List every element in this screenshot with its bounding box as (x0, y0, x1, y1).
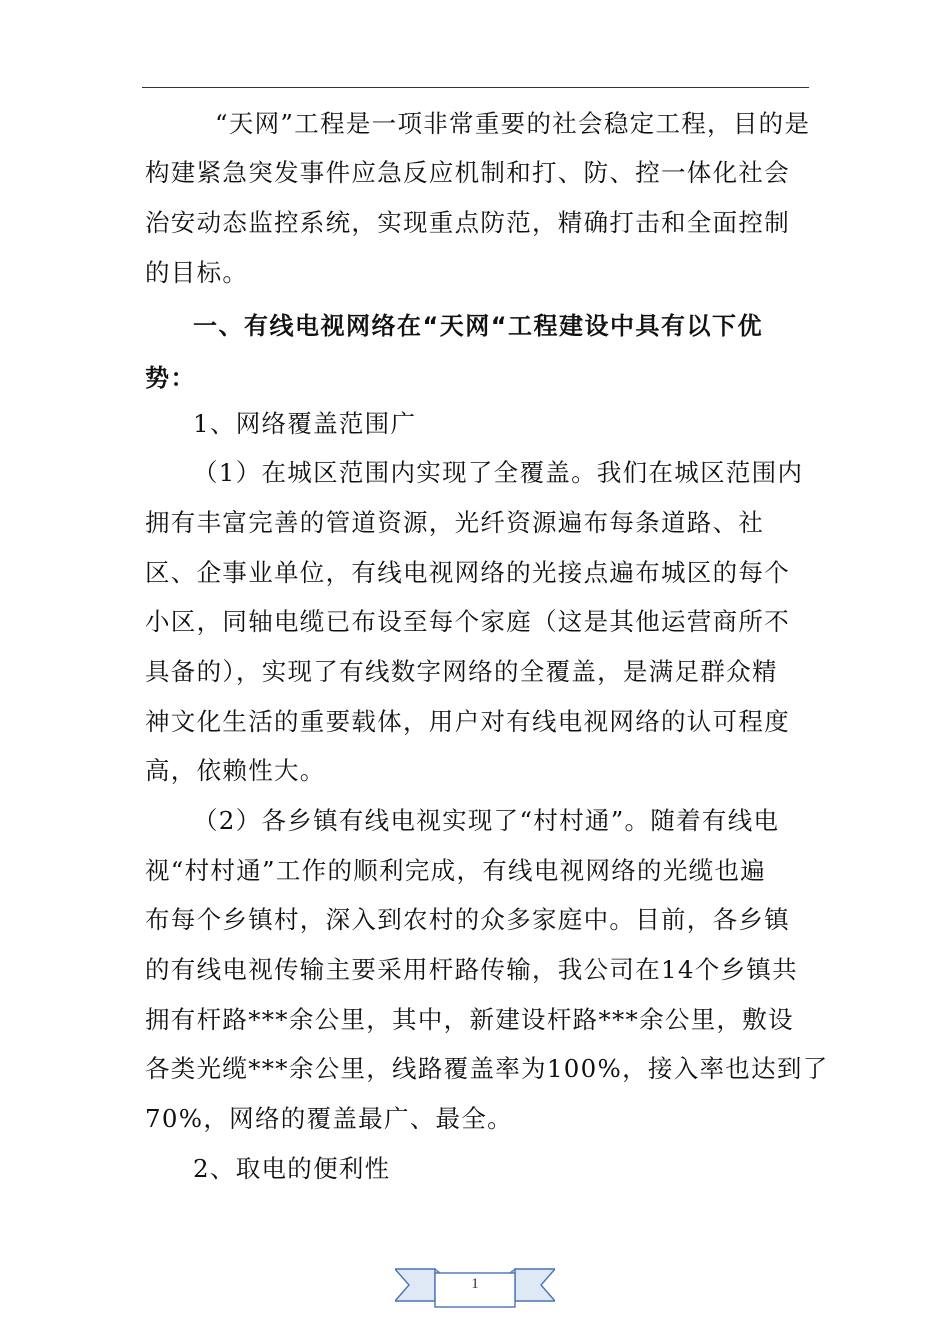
section-heading-continued: 势： (145, 364, 196, 392)
paragraph-line: 布每个乡镇村，深入到农村的众多家庭中。目前，各乡镇 (145, 905, 790, 934)
section-heading: 一、有线电视网络在“天网“工程建设中具有以下优 (193, 312, 764, 340)
paragraph-line: （2）各乡镇有线电视实现了“村村通”。随着有线电 (193, 806, 780, 835)
paragraph-line: 视“村村通”工作的顺利完成，有线电视网络的光缆也遍 (145, 856, 767, 885)
paragraph-line: 拥有杆路***余公里，其中，新建设杆路***余公里，敷设 (145, 1005, 794, 1034)
paragraph-line: 的目标。 (145, 258, 249, 287)
paragraph-line: 区、企事业单位，有线电视网络的光接点遍布城区的每个 (145, 558, 790, 587)
paragraph-line: 高，依赖性大。 (145, 756, 326, 785)
paragraph-line: （1）在城区范围内实现了全覆盖。我们在城区范围内 (193, 458, 804, 487)
subsection-heading: 1、网络覆盖范围广 (193, 409, 417, 438)
header-rule (142, 87, 809, 88)
paragraph-line: 治安动态监控系统，实现重点防范，精确打击和全面控制 (145, 208, 790, 237)
page-footer (395, 1261, 555, 1311)
paragraph-line: 各类光缆***余公里，线路覆盖率为100%，接入率也达到了 (145, 1054, 829, 1083)
paragraph-line: 小区，同轴电缆已布设至每个家庭（这是其他运营商所不 (145, 607, 790, 636)
paragraph-line: 70%，网络的覆盖最广、最全。 (145, 1104, 513, 1133)
paragraph-line: 拥有丰富完善的管道资源，光纤资源遍布每条道路、社 (145, 508, 765, 537)
paragraph-line: 的有线电视传输主要采用杆路传输，我公司在14个乡镇共 (145, 955, 798, 984)
subsection-heading: 2、取电的便利性 (193, 1154, 391, 1183)
paragraph-line: “天网”工程是一项非常重要的社会稳定工程，目的是 (215, 109, 811, 138)
paragraph-line: 具备的），实现了有线数字网络的全覆盖，是满足群众精 (145, 657, 778, 686)
page-number: 1 (471, 1276, 479, 1292)
paragraph-line: 构建紧急突发事件应急反应机制和打、防、控一体化社会 (145, 158, 790, 187)
paragraph-line: 神文化生活的重要载体，用户对有线电视网络的认可程度 (145, 707, 790, 736)
